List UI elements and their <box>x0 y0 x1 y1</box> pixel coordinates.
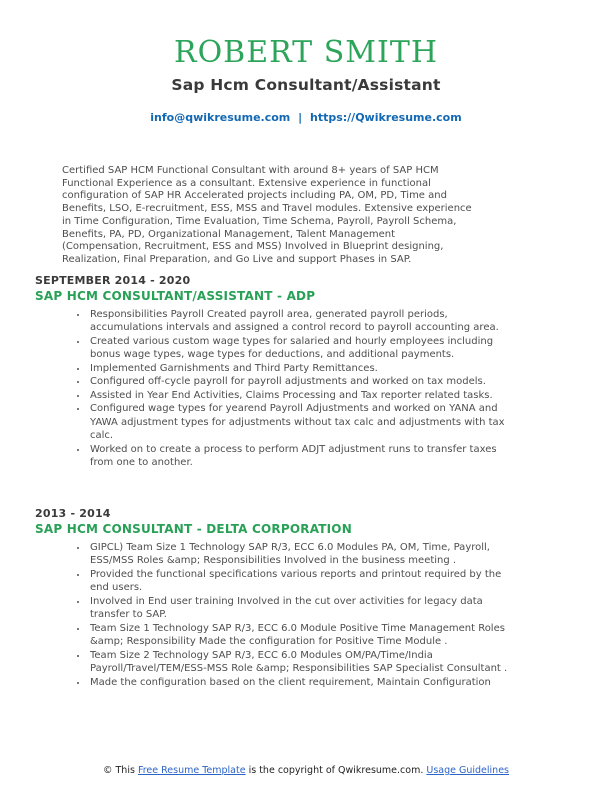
email-link[interactable]: info@qwikresume.com <box>150 111 291 124</box>
job-title: SAP HCM CONSULTANT - DELTA CORPORATION <box>35 521 352 536</box>
bullet-item: • Created various custom wage types for salaried and hourly employees including bonus wage types, wage types for deductions, and additional payments. <box>88 335 513 362</box>
bullet-item: • Responsibilities Payroll Created payroll area, generated payroll periods, accumulations intervals and assigned a control record to payroll accounting area. <box>88 308 513 335</box>
contact-line <box>0 111 612 124</box>
job-bullet-list <box>35 308 513 470</box>
bullet-item: • Team Size 1 Technology SAP R/3, ECC 6.0 Module Positive Time Management Roles &amp; Responsibility Made the configuration for Positive Time Module . <box>88 622 513 649</box>
website-link[interactable]: https://Qwikresume.com <box>309 111 462 124</box>
page-footer <box>0 765 612 776</box>
bullet-item: • GIPCL) Team Size 1 Technology SAP R/3, ECC 6.0 Modules PA, OM, Time, Payroll, ESS/MSS Roles &amp; Responsibilities Involved in the business meeting . <box>88 541 513 568</box>
bullet-item: • Team Size 2 Technology SAP R/3, ECC 6.0 Modules OM/PA/Time/India Payroll/Travel/TEM/ESS-MSS Role &amp; Responsibilities SAP Specialist Consultant . <box>88 649 513 676</box>
job-section-adp <box>35 274 612 470</box>
bullet-item: • Made the configuration based on the client requirement, Maintain Configuration <box>88 676 513 690</box>
contact-separator: | <box>298 111 303 124</box>
bullet-item: • Assisted in Year End Activities, Claims Processing and Tax reporter related tasks. <box>88 389 513 403</box>
bullet-item: • Worked on to create a process to perform ADJT adjustment runs to transfer taxes from one to another. <box>88 443 513 470</box>
job-title: SAP HCM CONSULTANT/ASSISTANT - ADP <box>35 288 316 303</box>
job-bullet-list <box>35 541 513 690</box>
summary-paragraph: Certified SAP HCM Functional Consultant with around 8+ years of SAP HCM Functional Experience as a consultant. Extensive experience in functional configuration of SAP HR Accelerated projects including PA, OM, PD, Time and Benefits, LSO, E-recruitment, ESS, MSS and Travel modules. Extensive experience in Time Configuration, Time Evaluation, Time Schema, Payroll, Payroll Schema, Benefits, PA, PD, Organizational Management, Talent Management (Compensation, Recruitment, ESS and MSS) Involved in Blueprint designing, Realization, Final Preparation, and Go Live and support Phases in SAP. <box>62 165 472 265</box>
bullet-item: • Implemented Garnishments and Third Party Remittances. <box>88 362 513 376</box>
free-resume-template-link[interactable]: Free Resume Template <box>137 765 246 776</box>
footer-text-middle: is the copyright of Qwikresume.com. <box>245 765 427 776</box>
job-dates: 2013 - 2014 <box>35 506 111 520</box>
bullet-item: • Provided the functional specifications various reports and printout required by the end users. <box>88 568 513 595</box>
person-name: ROBERT SMITH <box>173 35 439 70</box>
usage-guidelines-link[interactable]: Usage Guidelines <box>426 765 509 776</box>
bullet-item: • Configured off-cycle payroll for payroll adjustments and worked on tax models. <box>88 375 513 389</box>
footer-text-prefix: © This <box>102 765 138 776</box>
bullet-item: • Configured wage types for yearend Payroll Adjustments and worked on YANA and YAWA adjustment types for adjustments without tax calc and adjustments with tax calc. <box>88 402 513 443</box>
job-section-delta <box>35 507 612 690</box>
bullet-item: • Involved in End user training Involved in the cut over activities for legacy data transfer to SAP. <box>88 595 513 622</box>
resume-header <box>0 0 612 124</box>
job-dates: SEPTEMBER 2014 - 2020 <box>35 273 191 287</box>
person-job-title: Sap Hcm Consultant/Assistant <box>171 76 441 94</box>
